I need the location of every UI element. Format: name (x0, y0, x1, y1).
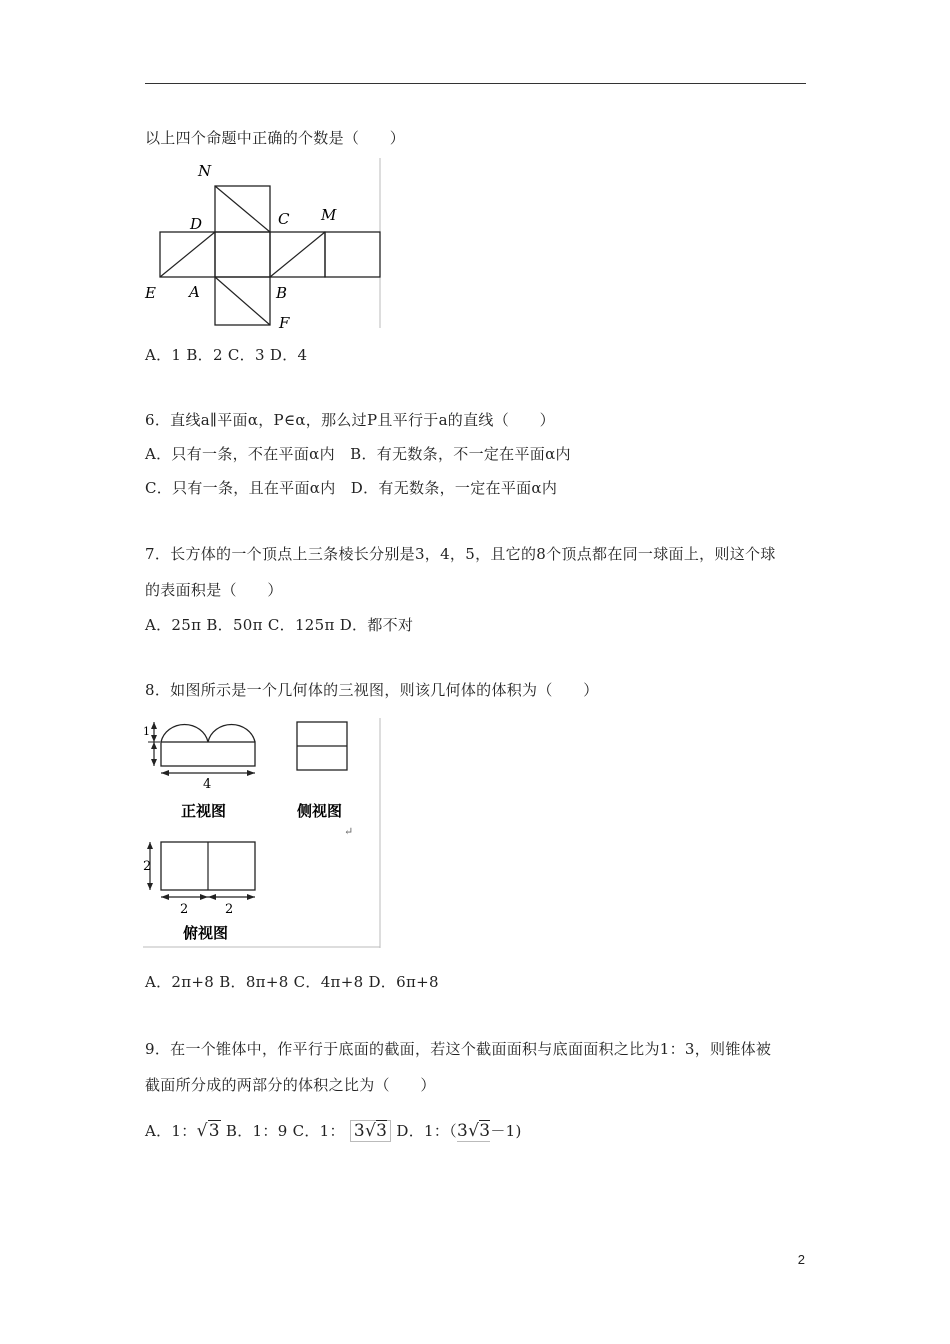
dim-label-front-width: 4 (203, 777, 212, 792)
q9-option-c-expr: 3√3 (350, 1120, 391, 1142)
label-D: D (190, 215, 203, 233)
label-N: N (198, 162, 212, 180)
figure-background (143, 158, 381, 328)
q7-options: A．25π B．50π C．125π D．都不对 (145, 616, 414, 634)
q5-options: A．1 B．2 C．3 D．4 (145, 346, 308, 364)
page-number: 2 (797, 1252, 805, 1267)
label-B: B (276, 284, 288, 302)
label-A: A (189, 283, 200, 301)
q7-stem-line2: 的表面积是（ ） (145, 581, 283, 599)
side-view-label: 侧视图 (297, 802, 343, 820)
q8-options: A．2π+8 B．8π+8 C．4π+8 D．6π+8 (145, 973, 439, 991)
label-E: E (145, 284, 156, 302)
front-view-label: 正视图 (181, 802, 227, 820)
q9-stem-line2: 截面所分成的两部分的体积之比为（ ） (145, 1076, 436, 1094)
q6-options-line1: A．只有一条，不在平面α内 B．有无数条，不一定在平面α内 (145, 445, 571, 463)
q8-stem: 8．如图所示是一个几何体的三视图，则该几何体的体积为（ ） (145, 681, 599, 699)
dim-label-top-left: 2 (180, 902, 189, 917)
q7-stem-line1: 7．长方体的一个顶点上三条棱长分别是3，4，5，且它的8个顶点都在同一球面上，则这个球 (145, 545, 776, 563)
top-view-label: 俯视图 (183, 924, 229, 942)
label-F: F (279, 314, 290, 330)
q9-options (145, 1120, 522, 1146)
three-view-figure (143, 718, 383, 950)
dim-label-top-right: 2 (225, 902, 234, 917)
cube-net-figure (143, 158, 383, 330)
q9-option-d-tail: －1) (490, 1122, 522, 1140)
q5-stem: 以上四个命题中正确的个数是（ ） (145, 129, 406, 147)
header-rule (145, 83, 806, 84)
dim-label-top-height: 2 (143, 859, 152, 874)
dim-label-1: 1 (143, 725, 150, 738)
label-C: C (278, 210, 290, 228)
q9-option-a-sqrt: √3 (196, 1121, 220, 1141)
q9-option-bc: B．1：9 C．1： (225, 1122, 345, 1140)
return-mark: ↵ (344, 825, 354, 838)
q9-stem-line1: 9．在一个锥体中，作平行于底面的截面，若这个截面面积与底面面积之比为1：3，则锥体被 (145, 1040, 772, 1058)
q9-option-a-prefix: A．1： (145, 1122, 197, 1140)
q6-stem: 6．直线a∥平面α，P∈α，那么过P且平行于a的直线（ ） (145, 411, 555, 429)
q9-option-d-expr: 3√3 (456, 1121, 491, 1141)
q6-options-line2: C．只有一条，且在平面α内 D．有无数条，一定在平面α内 (145, 479, 558, 497)
q9-option-d-prefix: D．1：（ (396, 1122, 457, 1140)
label-M: M (321, 206, 337, 224)
